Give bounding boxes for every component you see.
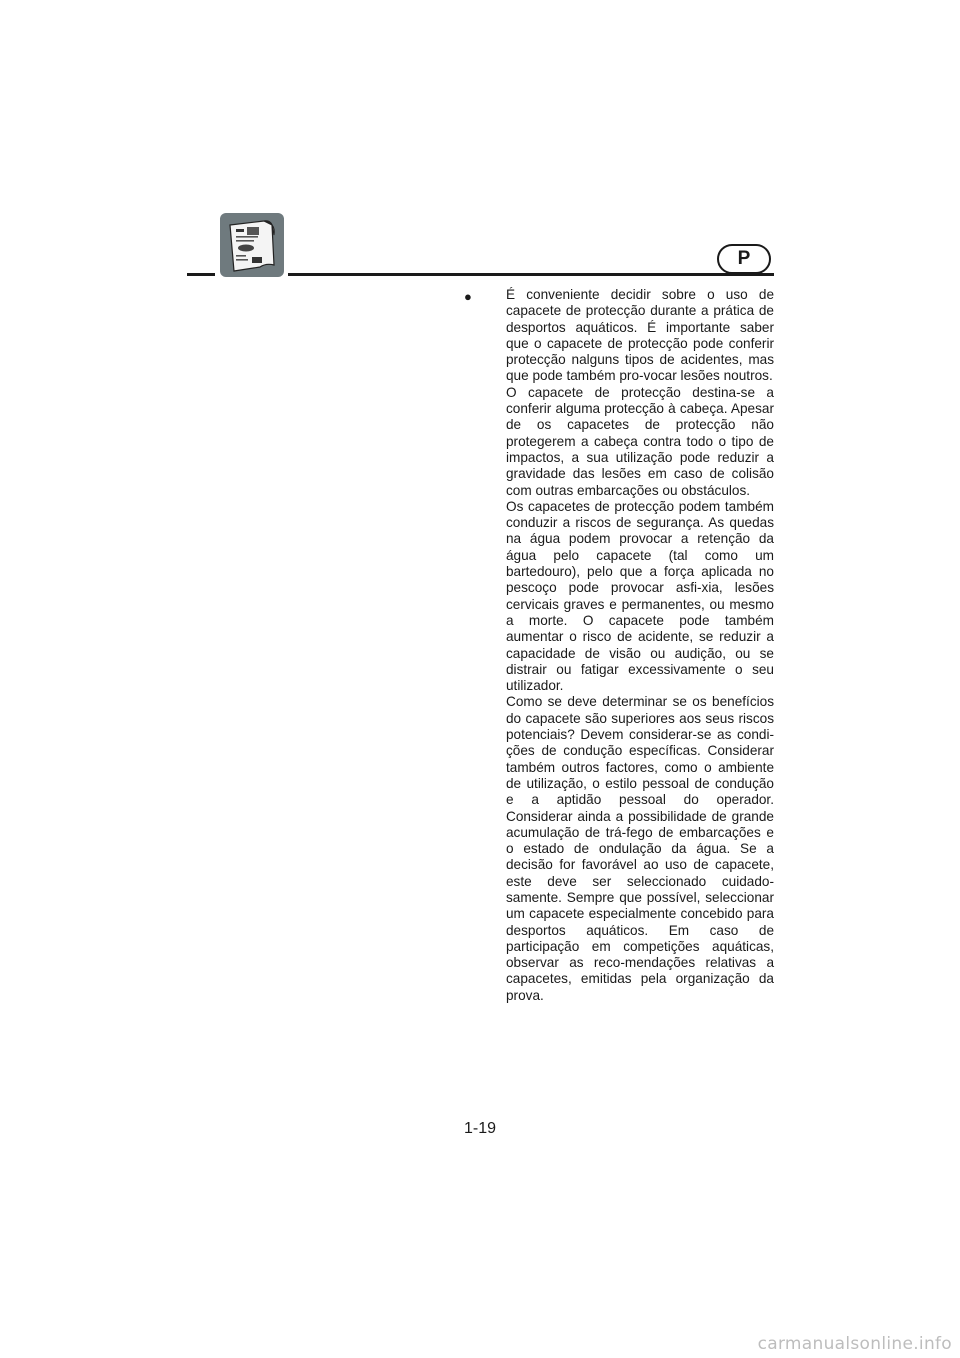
manual-book-icon: [220, 213, 284, 277]
header-rule: [187, 273, 215, 276]
text-block: [506, 287, 774, 1004]
paragraph: O capacete de protecção destina-se a conferir alguma protecção à cabeça. Apesar de os capacetes de protecção não protegerem a cabeça contra todo o tipo de impactos, a sua utilização pode reduzir a gravidade das lesões em caso de colisão com outras embarcações ou obstáculos.: [506, 384, 774, 498]
paragraph: Os capacetes de protecção podem também conduzir a riscos de segurança. As quedas na água podem provocar a retenção da água pelo capacete (tal como um bartedouro), pelo que a força aplicada no pescoço pode provocar asfi-xia, lesões cervicais graves e permanentes, ou mesmo a morte. O capacete pode também aumentar o risco de acidente, se reduzir a capacidade de visão ou audição, ou se distrair ou fatigar excessivamente o seu utilizador.: [506, 498, 774, 694]
header-rule: [288, 273, 774, 276]
language-badge: P: [717, 244, 771, 274]
watermark: carmanualsonline.info: [757, 1334, 952, 1354]
paragraph: É conveniente decidir sobre o uso de capacete de protecção durante a prática de desportos aquáticos. É importante saber que o capacete de protecção pode conferir protecção nalguns tipos de acidentes, mas que pode também pro-vocar lesões noutros.: [506, 287, 774, 384]
bullet-icon: ●: [464, 289, 472, 304]
paragraph: Como se deve determinar se os benefícios do capacete são superiores aos seus riscos potenciais? Devem considerar-se as condi-ções de condução específicas. Considerar também outros factores, como o ambiente de utilização, o estilo pessoal de condução e a aptidão pessoal do operador. Considerar ainda a possibilidade de grande acumulação de trá-fego de embarcações e o estado de ondulação da água. Se a decisão for favorável ao uso de capacete, este deve ser seleccionado cuidado-samente. Sempre que possível, seleccionar um capacete especialmente concebido para desportos aquáticos. Em caso de participação em competições aquáticas, observar as reco-mendações relativas a capacetes, emitidas pela organização da prova.: [506, 694, 774, 1003]
page-number: 1-19: [463, 1120, 497, 1137]
